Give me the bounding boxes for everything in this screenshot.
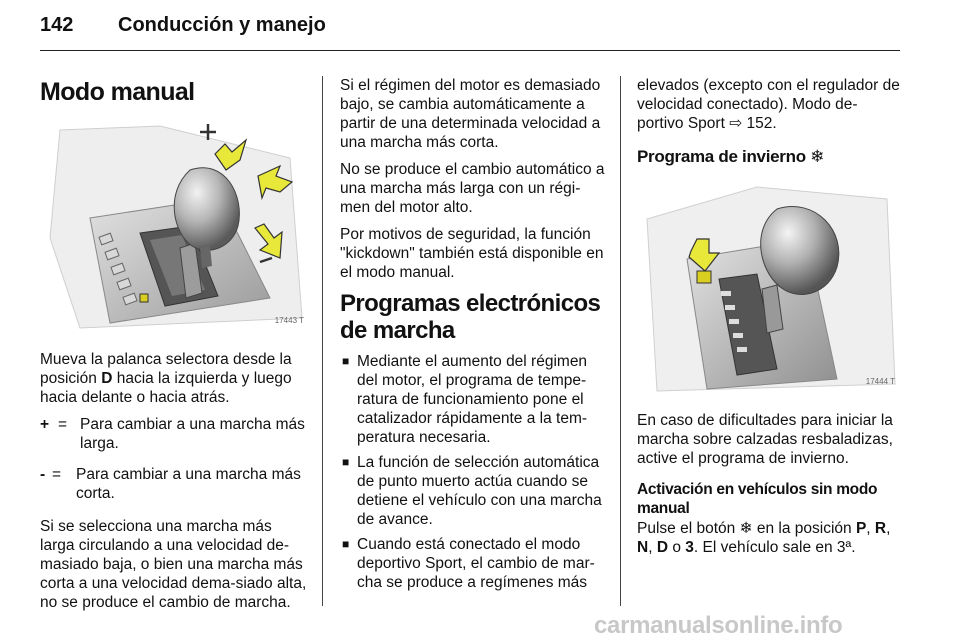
list-item: ■ Mediante el aumento del régimen del motor, el programa de tempe-ratura de funcionamiento pone el catalizador rápidamente a la tem-peratura necesaria.	[342, 353, 588, 446]
column-3	[637, 76, 903, 565]
shift-limit-paragraph: Si se selecciona una marcha más larga circulando a una velocidad de-masiado baja, o bien una marcha más corta a una velocidad dema-siado alta, no se produce el cambio de marcha.	[40, 518, 307, 611]
column-2	[340, 76, 606, 598]
definition-plus: + = Para cambiar a una marcha más larga.	[40, 416, 305, 452]
electronic-programs-list	[340, 352, 606, 592]
gear-selector-illustration	[40, 118, 308, 332]
subheading-activation: Activación en vehículos sin modo manual	[637, 481, 878, 517]
heading-electronic-programs: Programas electrónicos de marcha	[340, 290, 601, 344]
shift-definitions	[40, 415, 308, 503]
section-title: Conducción y manejo	[118, 14, 326, 36]
manual-mode-figure	[40, 118, 308, 332]
snowflake-icon: ❄	[739, 519, 753, 537]
winter-program-figure	[637, 179, 899, 393]
watermark: carmanualsonline.info	[594, 612, 843, 639]
figure-code: 17443 T	[274, 316, 304, 325]
figure-code: 17444 T	[865, 377, 895, 386]
column-divider-2	[620, 76, 621, 606]
page-number: 142	[40, 14, 74, 36]
snowflake-icon: ❄	[810, 147, 825, 167]
sport-mode-paragraph: elevados (excepto con el regulador de velocidad conectado). Modo de-portivo Sport ⇨ 152.	[637, 77, 900, 132]
intro-paragraph: Mueva la palanca selectora desde la posición D hacia la izquierda y luego hacia delante o hacia atrás.	[40, 351, 292, 406]
definition-minus: - = Para cambiar a una marcha más corta.	[40, 466, 301, 502]
header-divider	[40, 50, 900, 51]
auto-downshift-paragraph: Si el régimen del motor es demasiado bajo, se cambia automáticamente a partir de una determinada velocidad a una marcha más corta.	[340, 77, 601, 151]
heading-winter-program: Programa de invierno ❄	[637, 147, 825, 167]
activation-paragraph: Pulse el botón ❄ en la posición P, R, N, D o 3. El vehículo sale en 3ª.	[637, 519, 891, 556]
column-1	[40, 76, 308, 620]
list-item: ■ La función de selección automática de punto muerto actúa cuando se detiene el vehículo con una marcha de avance.	[342, 454, 602, 528]
kickdown-paragraph: Por motivos de seguridad, la función "kickdown" también está disponible en el modo manual.	[340, 226, 604, 281]
reference-arrow-icon: ⇨	[729, 114, 743, 132]
no-upshift-paragraph: No se produce el cambio automático a una marcha más larga con un régi-men del motor alto.	[340, 161, 605, 216]
winter-button-illustration	[637, 179, 899, 393]
list-item: ■ Cuando está conectado el modo deportivo Sport, el cambio de mar-cha se produce a regímenes más	[342, 536, 595, 591]
heading-modo-manual: Modo manual	[40, 78, 195, 106]
column-divider-1	[322, 76, 323, 606]
winter-program-paragraph: En caso de dificultades para iniciar la marcha sobre calzadas resbaladizas, active el programa de invierno.	[637, 412, 893, 467]
